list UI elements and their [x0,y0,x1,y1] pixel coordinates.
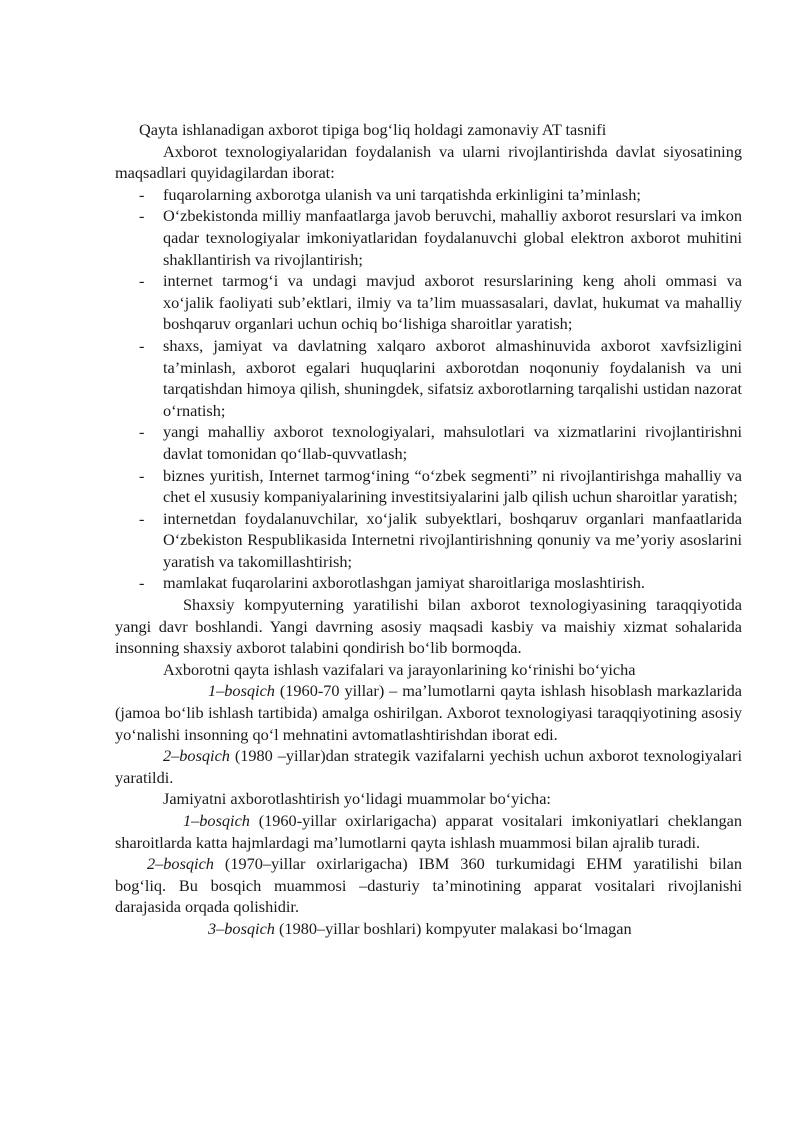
list-item: - mamlakat fuqarolarini axborotlashgan jamiyat sharoitlariga moslashtirish. [139,573,645,593]
section-heading-processing: Axborotni qayta ishlash vazifalari va jarayonlarining ko‘rinishi bo‘yicha [163,659,636,679]
stage-label: 1–bosqich [183,811,250,830]
stage-label: 2–bosqich [163,746,230,766]
stage-label: 2–bosqich [147,854,214,874]
stage-label: 1–bosqich [208,681,275,701]
list-item: - internetdan foydalanuvchilar, xo‘jalik subyektlari, boshqaruv organlari manfaatlarida O‘zbekiston Respublikasida Internetni rivojlantirishning qonuniy va me’yoriy asoslarini yaratish va takomillashtirish; [139,508,742,571]
section-heading-problems: Jamiyatni axborotlashtirish yo‘lidagi muammolar bo‘yicha: [163,789,551,809]
document-page [115,119,742,940]
section-heading-classification: Qayta ishlanadigan axborot tipiga bog‘liq holdagi zamonaviy AT tasnifi [139,120,607,139]
intro-paragraph: Axborot texnologiyalaridan foydalanish va ularni rivojlantirishda davlat siyosatining maqsadlari quyidagilardan iborat: [115,141,742,183]
pc-era-paragraph: Shaxsiy kompyuterning yaratilishi bilan axborot texnologiyasining taraqqiyotida yangi davr boshlandi. Yangi davrning asosiy maqsadi kasbiy va maishiy xizmat sohalarida insonning shaxsiy axborot talabini qondirish bo‘lib bormoqda. [115,595,742,658]
list-item: - biznes yuritish, Internet tarmog‘ining “o‘zbek segmenti” ni rivojlantirishga mahalliy va chet el xususiy kompaniyalarining investitsiyalarini jalb qilish uchun sharoitlar yaratish; [139,465,742,507]
problem-stage-1: 1–bosqich (1960-yillar oxirlarigacha) apparat vositalari imkoniyatlari cheklangan sharoitlarda katta hajmlardagi ma’lumotlarni qayta ishlash muammosi bilan ajralib turadi. [115,811,742,852]
list-item: - yangi mahalliy axborot texnologiyalari, mahsulotlari va xizmatlarini rivojlantirishni davlat tomonidan qo‘llab-quvvatlash; [139,422,742,463]
list-item: - shaxs, jamiyat va davlatning xalqaro axborot almashinuvida axborot xavfsizligini ta’minlash, axborot egalari huquqlarini axborotdan noqonuniy foydalanish va uni tarqatishdan himoya qilish, shuningdek, sifatsiz axborotlarning tarqalishi ustidan nazorat o‘rnatish; [139,335,742,420]
list-item: - O‘zbekistonda milliy manfaatlarga javob beruvchi, mahalliy axborot resurslari va imkon qadar texnologiyalar imkoniyatlaridan foydalanuvchi global elektron axborot muhitini shakllantirish va rivojlantirish; [139,206,742,269]
stage-label: 3–bosqich [208,918,275,938]
processing-stage-1: 1–bosqich (1960-70 yillar) – ma’lumotlarni qayta ishlash hisoblash markazlarida (jamoa bo‘lib ishlash tartibida) amalga oshirilgan. Axborot texnologiyasi taraqqiyotining asosiy yo‘nalishi insonning qo‘l mehnatini avtomatlashtirishdan iborat edi. [115,681,742,744]
list-item: - internet tarmog‘i va undagi mavjud axborot resurslarining keng aholi ommasi va xo‘jalik faoliyati sub’ektlari, ilmiy va ta’lim muassasalari, davlat, hukumat va mahalliy boshqaruv organlari uchun ochiq bo‘lishiga sharoitlar yaratish; [139,271,742,334]
list-item: - fuqarolarning axborotga ulanish va uni tarqatishda erkinligini ta’minlash; [139,184,641,204]
problem-stage-2: 2–bosqich (1970–yillar oxirlarigacha) IBM 360 turkumidagi EHM yaratilishi bilan bog‘liq. Bu bosqich muammosi –dasturiy ta’minotining apparat vositalari rivojlanishi darajasida orqada qolishidir. [115,854,742,917]
problem-stage-3: 3–bosqich (1980–yillar boshlari) kompyuter malakasi bo‘lmagan [208,918,632,938]
processing-stage-2: 2–bosqich (1980 –yillar)dan strategik vazifalarni yechish uchun axborot texnologiyalari yaratildi. [115,746,742,787]
policy-goals-list [115,184,742,594]
